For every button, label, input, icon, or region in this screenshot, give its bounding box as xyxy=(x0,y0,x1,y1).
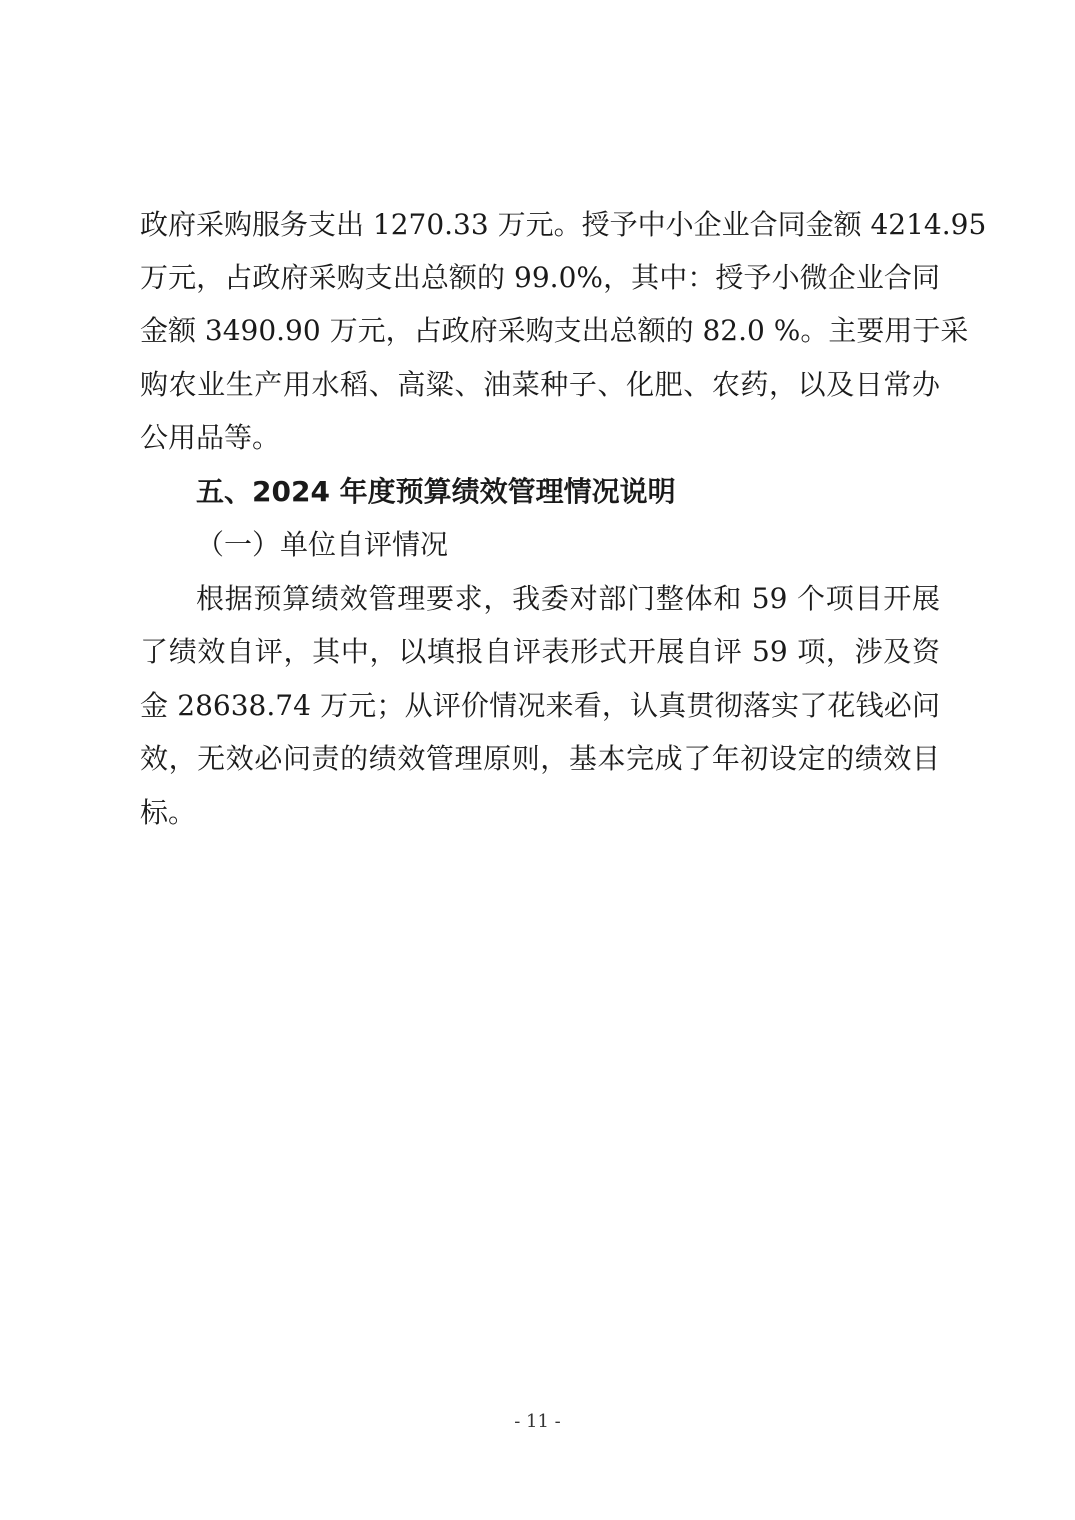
paragraph-line: 效，无效必问责的绩效管理原则，基本完成了年初设定的绩效目 xyxy=(140,742,940,775)
page-number: - 11 - xyxy=(514,1411,561,1432)
paragraph-line: 根据预算绩效管理要求，我委对部门整体和 59 个项目开展 xyxy=(196,582,940,615)
section-subheading: （一）单位自评情况 xyxy=(196,528,449,561)
section-heading: 五、2024 年度预算绩效管理情况说明 xyxy=(196,475,676,508)
paragraph-line: 政府采购服务支出 1270.33 万元。授予中小企业合同金额 4214.95 xyxy=(140,208,987,241)
paragraph-line: 购农业生产用水稻、高粱、油菜种子、化肥、农药，以及日常办 xyxy=(140,368,940,401)
paragraph-line: 金额 3490.90 万元，占政府采购支出总额的 82.0 %。主要用于采 xyxy=(140,314,969,347)
paragraph-line: 标。 xyxy=(140,796,197,829)
paragraph-line: 金 28638.74 万元；从评价情况来看，认真贯彻落实了花钱必问 xyxy=(140,689,940,722)
paragraph-line: 公用品等。 xyxy=(140,421,281,454)
paragraph-line: 了绩效自评，其中，以填报自评表形式开展自评 59 项，涉及资 xyxy=(140,635,940,668)
paragraph-line: 万元，占政府采购支出总额的 99.0%，其中：授予小微企业合同 xyxy=(140,261,940,294)
